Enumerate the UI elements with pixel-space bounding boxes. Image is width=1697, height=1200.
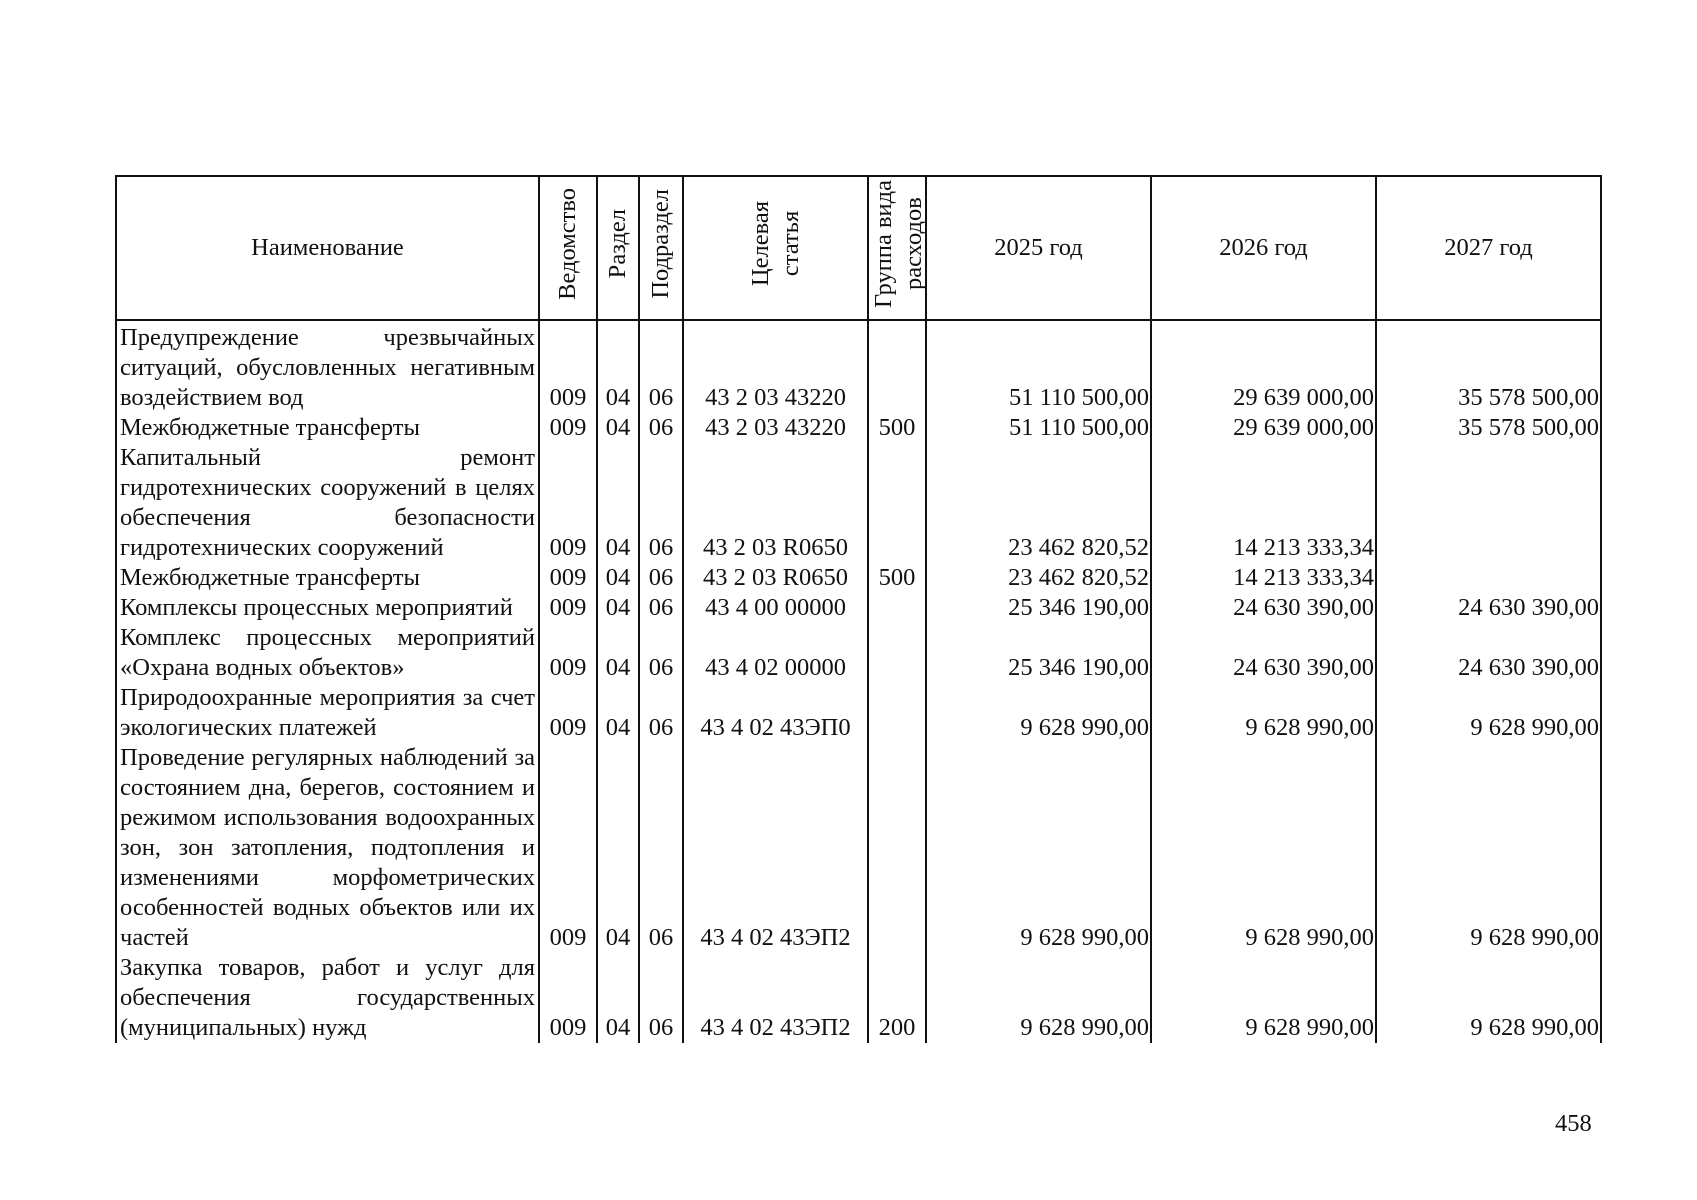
- cell-group: [868, 623, 926, 683]
- header-dept-label: Ведомство: [554, 188, 581, 300]
- cell-section: 04: [597, 320, 639, 413]
- cell-subsection: 06: [639, 320, 683, 413]
- cell-section: 04: [597, 683, 639, 743]
- table-row: [116, 623, 1601, 683]
- header-section-label: Раздел: [604, 209, 631, 279]
- cell-target: 43 4 02 00000: [683, 623, 868, 683]
- cell-y2025: 51 110 500,00: [926, 413, 1151, 443]
- table-row: [116, 743, 1601, 953]
- cell-y2026: 29 639 000,00: [1151, 413, 1376, 443]
- header-row: [116, 176, 1601, 320]
- cell-name: Проведение регулярных наблюдений за состоянием дна, берегов, состоянием и режимом использования водоохранных зон, зон затопления, подтопления и изменениями морфометрических особенностей водных объектов или их частей: [116, 743, 539, 953]
- cell-group: [868, 683, 926, 743]
- header-target: [683, 176, 868, 320]
- cell-y2027: 35 578 500,00: [1376, 320, 1601, 413]
- cell-y2025: 25 346 190,00: [926, 623, 1151, 683]
- cell-y2025: 9 628 990,00: [926, 683, 1151, 743]
- cell-target: 43 4 02 43ЭП2: [683, 953, 868, 1043]
- cell-name: Закупка товаров, работ и услуг для обеспечения государственных (муниципальных) нужд: [116, 953, 539, 1043]
- cell-target: 43 2 03 43220: [683, 320, 868, 413]
- cell-group: 500: [868, 413, 926, 443]
- table-row: [116, 413, 1601, 443]
- cell-dept: 009: [539, 593, 597, 623]
- cell-name: Предупреждение чрезвычайных ситуаций, обусловленных негативным воздействием вод: [116, 320, 539, 413]
- table-row: [116, 953, 1601, 1043]
- header-group-label: [869, 180, 929, 308]
- cell-y2027: [1376, 443, 1601, 563]
- cell-group: [868, 443, 926, 563]
- cell-subsection: 06: [639, 743, 683, 953]
- cell-y2027: [1376, 563, 1601, 593]
- cell-name: Капитальный ремонт гидротехнических сооружений в целях обеспечения безопасности гидротехнических сооружений: [116, 443, 539, 563]
- cell-section: 04: [597, 593, 639, 623]
- table-row: [116, 593, 1601, 623]
- cell-target: 43 4 02 43ЭП0: [683, 683, 868, 743]
- cell-subsection: 06: [639, 623, 683, 683]
- header-dept: [539, 176, 597, 320]
- cell-name: Комплекс процессных мероприятий «Охрана водных объектов»: [116, 623, 539, 683]
- cell-dept: 009: [539, 413, 597, 443]
- cell-subsection: 06: [639, 563, 683, 593]
- table-row: [116, 443, 1601, 563]
- cell-group: [868, 743, 926, 953]
- cell-y2027: 35 578 500,00: [1376, 413, 1601, 443]
- cell-section: 04: [597, 743, 639, 953]
- cell-subsection: 06: [639, 443, 683, 563]
- cell-name: Межбюджетные трансферты: [116, 413, 539, 443]
- table-body: [116, 320, 1601, 1043]
- cell-section: 04: [597, 623, 639, 683]
- header-2025: 2025 год: [926, 176, 1151, 320]
- table-row: [116, 320, 1601, 413]
- cell-dept: 009: [539, 623, 597, 683]
- header-group-line1: Группа вида: [870, 179, 897, 309]
- header-2027: 2027 год: [1376, 176, 1601, 320]
- cell-group: [868, 320, 926, 413]
- cell-y2027: 9 628 990,00: [1376, 743, 1601, 953]
- cell-y2025: 23 462 820,52: [926, 563, 1151, 593]
- cell-y2027: 9 628 990,00: [1376, 953, 1601, 1043]
- cell-subsection: 06: [639, 683, 683, 743]
- table-row: [116, 563, 1601, 593]
- header-target-line1: Целевая: [746, 201, 774, 287]
- cell-section: 04: [597, 443, 639, 563]
- cell-subsection: 06: [639, 953, 683, 1043]
- cell-name: Природоохранные мероприятия за счет экологических платежей: [116, 683, 539, 743]
- cell-target: 43 2 03 43220: [683, 413, 868, 443]
- cell-y2026: 14 213 333,34: [1151, 443, 1376, 563]
- cell-y2025: 9 628 990,00: [926, 953, 1151, 1043]
- cell-target: 43 2 03 R0650: [683, 443, 868, 563]
- cell-dept: 009: [539, 443, 597, 563]
- cell-y2026: 24 630 390,00: [1151, 593, 1376, 623]
- cell-group: [868, 593, 926, 623]
- cell-y2025: 9 628 990,00: [926, 743, 1151, 953]
- cell-section: 04: [597, 953, 639, 1043]
- cell-target: 43 4 02 43ЭП2: [683, 743, 868, 953]
- cell-section: 04: [597, 563, 639, 593]
- cell-target: 43 2 03 R0650: [683, 563, 868, 593]
- cell-y2025: 51 110 500,00: [926, 320, 1151, 413]
- cell-y2026: 9 628 990,00: [1151, 683, 1376, 743]
- cell-y2026: 14 213 333,34: [1151, 563, 1376, 593]
- cell-section: 04: [597, 413, 639, 443]
- cell-y2027: 24 630 390,00: [1376, 593, 1601, 623]
- cell-dept: 009: [539, 683, 597, 743]
- header-target-line2: статья: [776, 211, 804, 277]
- cell-dept: 009: [539, 953, 597, 1043]
- cell-subsection: 06: [639, 593, 683, 623]
- cell-y2025: 25 346 190,00: [926, 593, 1151, 623]
- cell-y2026: 29 639 000,00: [1151, 320, 1376, 413]
- cell-target: 43 4 00 00000: [683, 593, 868, 623]
- header-group-line2: расходов: [900, 197, 927, 291]
- cell-name: Комплексы процессных мероприятий: [116, 593, 539, 623]
- header-group: [868, 176, 926, 320]
- header-target-label: [746, 201, 806, 286]
- cell-dept: 009: [539, 563, 597, 593]
- table-row: [116, 683, 1601, 743]
- cell-group: 500: [868, 563, 926, 593]
- cell-dept: 009: [539, 320, 597, 413]
- cell-y2025: 23 462 820,52: [926, 443, 1151, 563]
- cell-name: Межбюджетные трансферты: [116, 563, 539, 593]
- header-subsection: [639, 176, 683, 320]
- header-2026: 2026 год: [1151, 176, 1376, 320]
- budget-table: [115, 175, 1602, 1043]
- page-number: 458: [1555, 1110, 1592, 1137]
- cell-dept: 009: [539, 743, 597, 953]
- cell-subsection: 06: [639, 413, 683, 443]
- header-name: Наименование: [116, 176, 539, 320]
- cell-y2026: 24 630 390,00: [1151, 623, 1376, 683]
- cell-group: 200: [868, 953, 926, 1043]
- cell-y2027: 9 628 990,00: [1376, 683, 1601, 743]
- cell-y2026: 9 628 990,00: [1151, 953, 1376, 1043]
- header-subsection-label: Подраздел: [647, 189, 674, 299]
- cell-y2026: 9 628 990,00: [1151, 743, 1376, 953]
- header-section: [597, 176, 639, 320]
- cell-y2027: 24 630 390,00: [1376, 623, 1601, 683]
